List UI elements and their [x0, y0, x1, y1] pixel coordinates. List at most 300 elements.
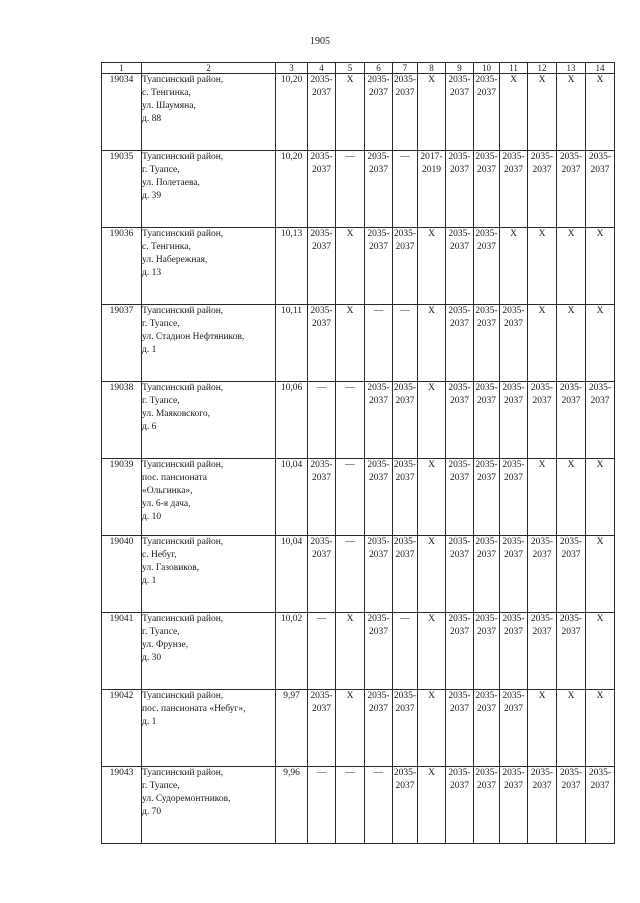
period-text: 2035-: [502, 691, 525, 701]
period-cell-col-9: [446, 305, 474, 382]
period-text: 2035-: [310, 229, 333, 239]
period-cell-col-8: [418, 382, 446, 459]
period-text: 2035-: [559, 383, 583, 393]
period-text: 2035-: [475, 306, 498, 316]
period-text: 2037: [477, 165, 496, 175]
period-cell-col-14: [586, 382, 615, 459]
period-text: 2035-: [367, 229, 390, 239]
value-cell: 10,04: [276, 536, 308, 613]
period-cell-col-6: [365, 536, 393, 613]
period-cell-col-5: [336, 536, 365, 613]
period-cell-col-4: [308, 536, 336, 613]
period-cell-col-5: [336, 459, 365, 536]
period-cell-col-12: [528, 74, 557, 151]
column-header-5: 5: [336, 63, 365, 74]
column-header-1: 1: [102, 63, 142, 74]
period-text: 2037: [450, 704, 469, 714]
period-text: X: [538, 75, 546, 85]
period-cell-col-14: [586, 305, 615, 382]
period-text: X: [346, 306, 354, 316]
value-cell: 10,20: [276, 151, 308, 228]
period-cell-col-7: [393, 74, 418, 151]
address-line: Туапсинский район,: [142, 152, 224, 162]
period-cell-col-12: [528, 151, 557, 228]
row-id: 19040: [102, 536, 142, 613]
address-line: Туапсинский район,: [142, 229, 224, 239]
table-row: [102, 228, 615, 305]
period-cell-col-5: [336, 151, 365, 228]
period-cell-col-10: [474, 459, 500, 536]
period-cell-col-11: [500, 767, 528, 844]
period-text: 2037: [369, 550, 388, 560]
period-cell-col-14: [586, 151, 615, 228]
period-text: X: [567, 306, 575, 316]
period-cell-col-9: [446, 228, 474, 305]
period-cell-col-8: [418, 459, 446, 536]
row-id: 19034: [102, 74, 142, 151]
period-text: 2035-: [530, 614, 554, 624]
period-cell-col-11: [500, 536, 528, 613]
period-text: —: [345, 152, 355, 162]
period-text: —: [345, 383, 355, 393]
period-text: 2037: [450, 627, 469, 637]
period-cell-col-10: [474, 305, 500, 382]
period-text: X: [596, 460, 604, 470]
period-text: —: [345, 537, 355, 547]
period-cell-col-11: [500, 382, 528, 459]
period-text: 2035-: [448, 75, 471, 85]
period-text: 2035-: [367, 537, 390, 547]
address-line: ул. Стадион Нефтяников,: [142, 332, 245, 342]
period-text: 2035-: [559, 768, 583, 778]
value-cell: 10,06: [276, 382, 308, 459]
period-text: X: [538, 460, 546, 470]
period-text: 2037: [450, 473, 469, 483]
value-cell: 10,20: [276, 74, 308, 151]
period-cell-col-5: [336, 690, 365, 767]
period-text: 2035-: [393, 75, 417, 85]
period-cell-col-8: [418, 74, 446, 151]
period-text: 2037: [477, 242, 496, 252]
period-text: —: [316, 614, 327, 624]
period-text: 2035-: [502, 768, 525, 778]
period-text: 2037: [561, 396, 581, 406]
address-line: Туапсинский район,: [142, 75, 224, 85]
address-cell: [142, 690, 276, 767]
period-text: 2035-: [502, 460, 525, 470]
period-text: 2035-: [393, 537, 417, 547]
period-text: 2035-: [310, 306, 333, 316]
period-text: 2035-: [367, 152, 390, 162]
period-cell-col-6: [365, 382, 393, 459]
column-header-9: 9: [446, 63, 474, 74]
period-cell-col-10: [474, 382, 500, 459]
data-table: [101, 62, 615, 844]
period-cell-col-7: [393, 459, 418, 536]
period-text: X: [567, 460, 575, 470]
period-cell-col-9: [446, 536, 474, 613]
period-cell-col-6: [365, 459, 393, 536]
period-text: 2035-: [475, 75, 498, 85]
address-line: с. Тенгинка,: [142, 88, 191, 98]
period-text: 2037: [504, 165, 523, 175]
period-text: 2037: [395, 396, 415, 406]
address-line: д. 13: [142, 268, 162, 278]
address-line: д. 39: [142, 191, 162, 201]
period-text: X: [538, 306, 546, 316]
period-text: —: [373, 768, 384, 778]
period-text: X: [510, 75, 517, 85]
period-text: X: [428, 383, 435, 393]
period-text: 2035-: [393, 768, 417, 778]
period-cell-col-10: [474, 536, 500, 613]
period-text: 2017-: [420, 152, 443, 162]
address-line: Туапсинский район,: [142, 537, 224, 547]
table-row: [102, 536, 615, 613]
period-cell-col-14: [586, 767, 615, 844]
period-text: 2037: [504, 396, 523, 406]
period-text: 2037: [312, 704, 331, 714]
period-cell-col-7: [393, 767, 418, 844]
period-cell-col-8: [418, 228, 446, 305]
period-text: 2037: [504, 473, 523, 483]
period-text: 2035-: [502, 152, 525, 162]
period-text: 2037: [369, 242, 388, 252]
header-row: [102, 63, 615, 74]
period-text: 2037: [504, 319, 523, 329]
period-text: 2035-: [475, 614, 498, 624]
period-cell-col-10: [474, 767, 500, 844]
table-row: [102, 305, 615, 382]
value-cell: 10,04: [276, 459, 308, 536]
period-cell-col-4: [308, 767, 336, 844]
period-text: 2037: [504, 781, 523, 791]
period-cell-col-13: [557, 305, 586, 382]
period-text: X: [538, 229, 546, 239]
period-text: 2037: [590, 781, 610, 791]
row-id: 19035: [102, 151, 142, 228]
value-cell: 10,02: [276, 613, 308, 690]
period-cell-col-4: [308, 690, 336, 767]
column-header-2: 2: [142, 63, 276, 74]
address-cell: [142, 228, 276, 305]
address-line: с. Небуг,: [142, 550, 177, 560]
period-text: 2035-: [367, 383, 390, 393]
address-line: «Ольгинка»,: [142, 486, 193, 496]
period-text: X: [596, 229, 604, 239]
period-text: 2035-: [475, 152, 498, 162]
address-line: д. 30: [142, 653, 162, 663]
period-cell-col-7: [393, 690, 418, 767]
period-cell-col-6: [365, 767, 393, 844]
period-text: 2035-: [310, 152, 333, 162]
period-cell-col-8: [418, 536, 446, 613]
period-text: 2037: [477, 550, 496, 560]
address-cell: [142, 613, 276, 690]
period-text: 2035-: [530, 537, 554, 547]
table-row: [102, 767, 615, 844]
period-cell-col-13: [557, 767, 586, 844]
period-text: —: [400, 152, 410, 162]
address-cell: [142, 74, 276, 151]
period-text: 2035-: [448, 306, 471, 316]
period-text: 2035-: [448, 229, 471, 239]
period-text: X: [428, 537, 435, 547]
period-text: 2035-: [559, 614, 583, 624]
period-text: 2035-: [559, 152, 583, 162]
period-cell-col-8: [418, 151, 446, 228]
period-text: 2037: [504, 704, 523, 714]
period-text: 2035-: [530, 152, 554, 162]
period-text: 2035-: [502, 306, 525, 316]
period-cell-col-11: [500, 151, 528, 228]
period-text: 2037: [395, 781, 415, 791]
period-text: 2037: [561, 550, 581, 560]
row-id: 19038: [102, 382, 142, 459]
address-line: Туапсинский район,: [142, 614, 224, 624]
period-cell-col-8: [418, 690, 446, 767]
table-row: [102, 382, 615, 459]
row-id: 19036: [102, 228, 142, 305]
period-cell-col-9: [446, 767, 474, 844]
period-cell-col-11: [500, 459, 528, 536]
row-id: 19039: [102, 459, 142, 536]
period-text: 2035-: [502, 383, 525, 393]
period-text: 2037: [450, 165, 469, 175]
period-cell-col-7: [393, 305, 418, 382]
period-cell-col-5: [336, 74, 365, 151]
period-text: X: [567, 691, 575, 701]
period-text: 2037: [450, 781, 469, 791]
address-cell: [142, 767, 276, 844]
period-text: 2035-: [475, 537, 498, 547]
period-text: 2035-: [367, 691, 390, 701]
period-text: 2037: [312, 88, 331, 98]
address-cell: [142, 382, 276, 459]
period-text: 2037: [532, 781, 552, 791]
period-text: X: [346, 75, 354, 85]
value-cell: 9,97: [276, 690, 308, 767]
column-header-6: 6: [365, 63, 393, 74]
address-line: г. Туапсе,: [142, 165, 180, 175]
period-text: —: [400, 306, 410, 316]
period-cell-col-5: [336, 305, 365, 382]
column-header-7: 7: [393, 63, 418, 74]
column-header-14: 14: [586, 63, 615, 74]
period-text: 2035-: [502, 537, 525, 547]
column-header-8: 8: [418, 63, 446, 74]
period-text: X: [428, 306, 435, 316]
address-line: д. 6: [142, 422, 157, 432]
period-cell-col-13: [557, 74, 586, 151]
period-cell-col-10: [474, 228, 500, 305]
period-text: 2035-: [588, 768, 612, 778]
period-cell-col-14: [586, 74, 615, 151]
period-cell-col-13: [557, 228, 586, 305]
table-body: [102, 74, 615, 844]
period-cell-col-6: [365, 151, 393, 228]
period-text: 2035-: [475, 768, 498, 778]
period-cell-col-4: [308, 613, 336, 690]
period-text: X: [346, 691, 354, 701]
column-header-11: 11: [500, 63, 528, 74]
period-cell-col-4: [308, 151, 336, 228]
period-cell-col-8: [418, 613, 446, 690]
period-text: 2037: [532, 550, 552, 560]
period-text: 2035-: [475, 229, 498, 239]
period-text: 2037: [369, 704, 388, 714]
address-line: Туапсинский район,: [142, 383, 224, 393]
address-line: ул. 6-я дача,: [142, 499, 191, 509]
period-text: 2035-: [448, 691, 471, 701]
address-line: д. 1: [142, 576, 157, 586]
period-cell-col-14: [586, 228, 615, 305]
period-cell-col-11: [500, 228, 528, 305]
address-line: г. Туапсе,: [142, 319, 180, 329]
period-cell-col-12: [528, 382, 557, 459]
address-line: пос. пансионата: [142, 473, 208, 483]
address-cell: [142, 151, 276, 228]
period-cell-col-12: [528, 613, 557, 690]
period-cell-col-9: [446, 74, 474, 151]
period-cell-col-14: [586, 459, 615, 536]
period-text: 2037: [450, 88, 469, 98]
address-line: Туапсинский район,: [142, 691, 224, 701]
period-text: X: [346, 614, 354, 624]
period-cell-col-13: [557, 151, 586, 228]
column-header-10: 10: [474, 63, 500, 74]
address-line: д. 1: [142, 717, 157, 727]
address-cell: [142, 459, 276, 536]
period-cell-col-6: [365, 613, 393, 690]
period-cell-col-9: [446, 459, 474, 536]
table-row: [102, 613, 615, 690]
table-row: [102, 459, 615, 536]
period-cell-col-7: [393, 151, 418, 228]
period-text: 2035-: [530, 768, 554, 778]
period-text: 2035-: [475, 383, 498, 393]
period-text: 2037: [590, 165, 610, 175]
address-line: Туапсинский район,: [142, 460, 224, 470]
period-cell-col-11: [500, 74, 528, 151]
address-line: д. 10: [142, 512, 162, 522]
period-cell-col-6: [365, 305, 393, 382]
period-cell-col-8: [418, 305, 446, 382]
value-cell: 10,13: [276, 228, 308, 305]
period-cell-col-4: [308, 305, 336, 382]
period-text: 2035-: [310, 460, 333, 470]
period-text: X: [428, 229, 435, 239]
period-text: —: [316, 383, 327, 393]
period-text: 2037: [450, 242, 469, 252]
period-text: 2035-: [475, 460, 498, 470]
period-text: 2035-: [559, 537, 583, 547]
period-cell-col-9: [446, 151, 474, 228]
column-header-12: 12: [528, 63, 557, 74]
period-text: 2035-: [448, 383, 471, 393]
period-text: X: [510, 229, 517, 239]
address-line: ул. Полетаева,: [142, 178, 200, 188]
address-line: ул. Судоремонтников,: [142, 794, 231, 804]
period-text: —: [400, 614, 410, 624]
value-cell: 10,11: [276, 305, 308, 382]
period-text: —: [345, 768, 355, 778]
period-cell-col-10: [474, 613, 500, 690]
period-cell-col-4: [308, 228, 336, 305]
period-text: 2037: [477, 627, 496, 637]
period-text: 2037: [369, 473, 388, 483]
period-text: 2037: [395, 473, 415, 483]
period-text: 2037: [477, 319, 496, 329]
address-cell: [142, 536, 276, 613]
period-text: 2037: [532, 396, 552, 406]
period-cell-col-10: [474, 151, 500, 228]
period-cell-col-4: [308, 459, 336, 536]
address-line: пос. пансионата «Небуг»,: [142, 704, 246, 714]
period-text: 2037: [312, 165, 331, 175]
period-cell-col-14: [586, 536, 615, 613]
period-text: 2037: [450, 319, 469, 329]
period-cell-col-9: [446, 613, 474, 690]
page-number: 1905: [310, 36, 330, 47]
period-text: 2037: [504, 627, 523, 637]
address-line: ул. Фрунзе,: [142, 640, 189, 650]
period-cell-col-5: [336, 382, 365, 459]
period-text: 2037: [369, 627, 388, 637]
column-header-13: 13: [557, 63, 586, 74]
address-line: Туапсинский район,: [142, 306, 224, 316]
period-text: 2035-: [448, 537, 471, 547]
period-cell-col-5: [336, 228, 365, 305]
period-text: 2037: [395, 88, 415, 98]
address-line: с. Тенгинка,: [142, 242, 191, 252]
address-line: д. 70: [142, 807, 162, 817]
period-cell-col-5: [336, 613, 365, 690]
period-cell-col-10: [474, 690, 500, 767]
period-text: 2037: [477, 473, 496, 483]
period-text: 2019: [422, 165, 441, 175]
period-cell-col-6: [365, 74, 393, 151]
column-header-4: 4: [308, 63, 336, 74]
period-text: 2037: [450, 550, 469, 560]
table-row: [102, 74, 615, 151]
period-cell-col-11: [500, 305, 528, 382]
row-id: 19037: [102, 305, 142, 382]
period-text: 2037: [477, 396, 496, 406]
period-text: 2037: [312, 242, 331, 252]
period-cell-col-13: [557, 613, 586, 690]
period-cell-col-10: [474, 74, 500, 151]
address-line: г. Туапсе,: [142, 396, 180, 406]
period-text: 2035-: [393, 229, 417, 239]
period-text: X: [567, 75, 575, 85]
address-cell: [142, 305, 276, 382]
period-text: 2037: [477, 781, 496, 791]
period-text: 2037: [369, 88, 388, 98]
period-text: 2035-: [393, 383, 417, 393]
period-cell-col-4: [308, 74, 336, 151]
period-text: X: [346, 229, 354, 239]
period-text: 2035-: [502, 614, 525, 624]
period-text: 2037: [369, 396, 388, 406]
address-line: г. Туапсе,: [142, 781, 180, 791]
period-text: X: [428, 768, 435, 778]
row-id: 19043: [102, 767, 142, 844]
period-text: 2035-: [448, 152, 471, 162]
period-cell-col-7: [393, 536, 418, 613]
period-text: 2037: [369, 165, 388, 175]
period-text: X: [428, 75, 435, 85]
